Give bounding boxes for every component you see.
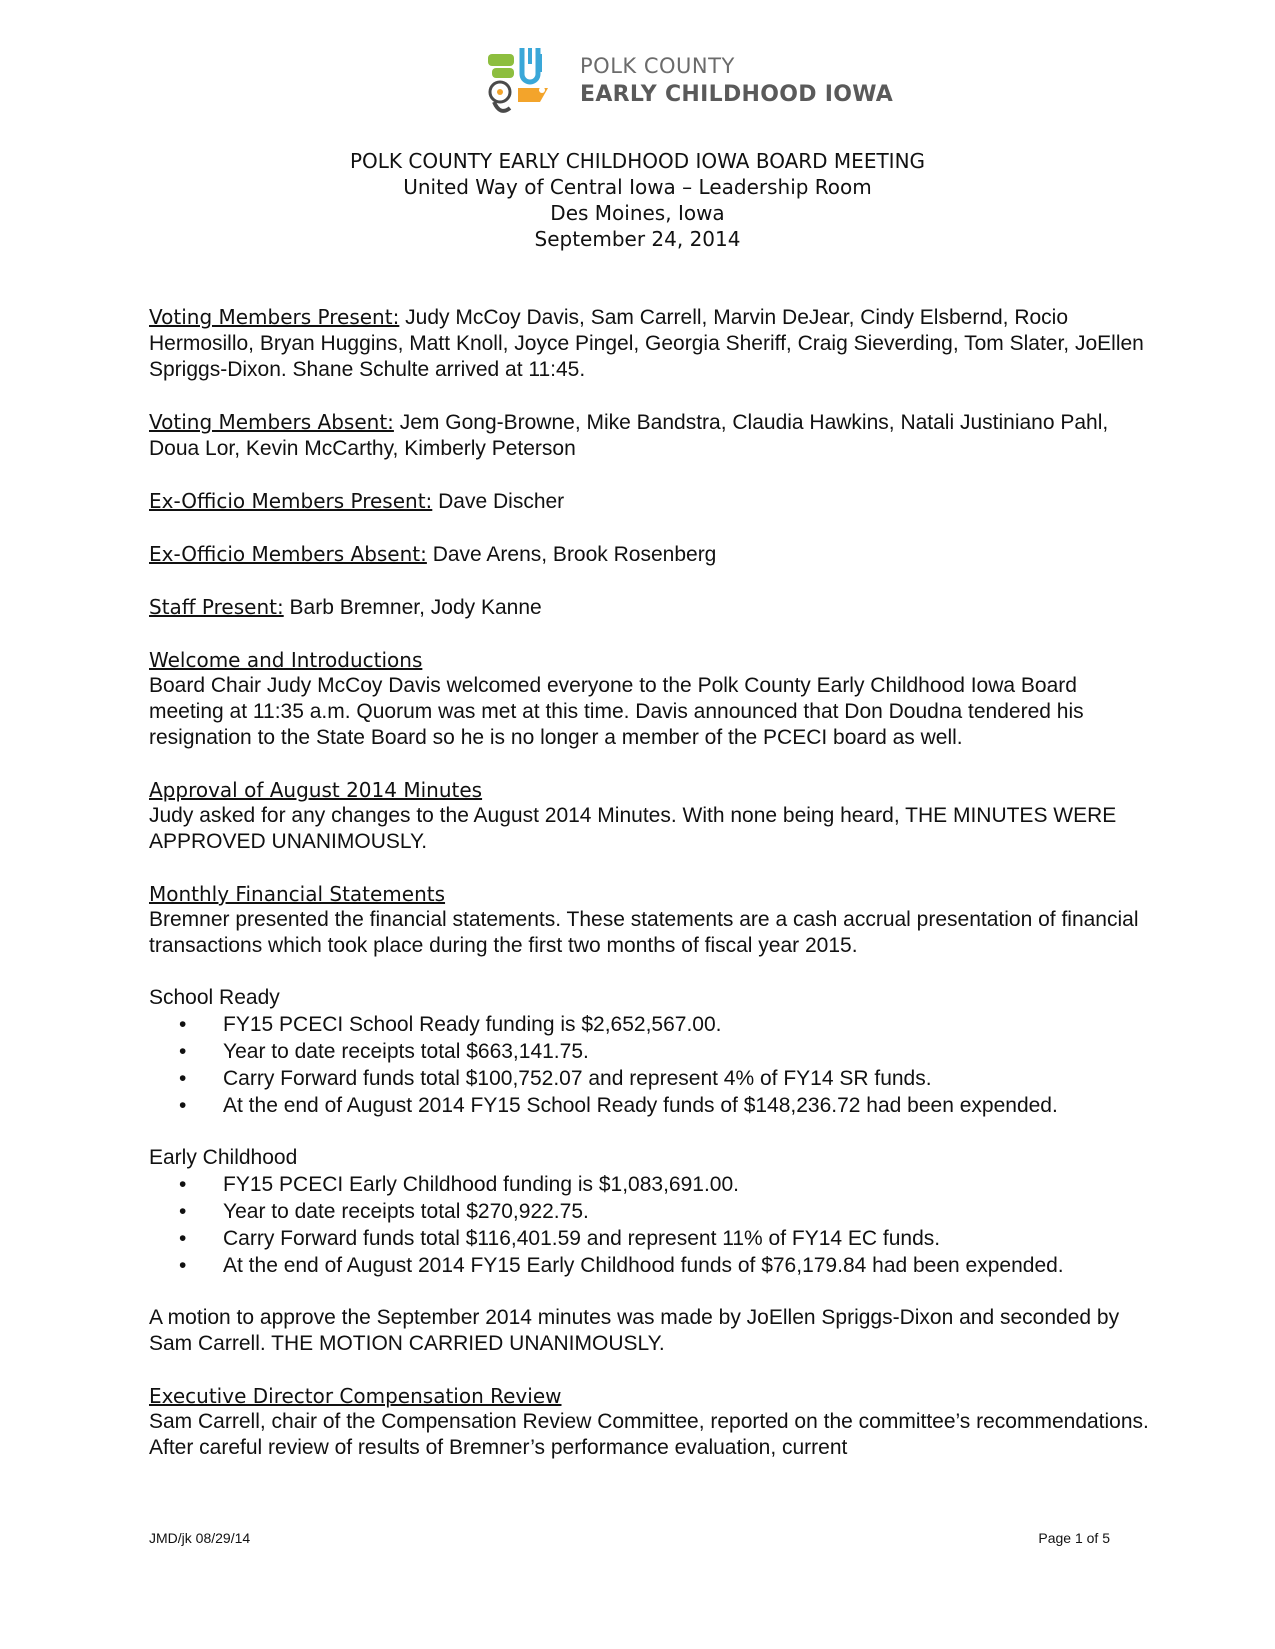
list-item: • Carry Forward funds total $100,752.07 and represent 4% of FY14 SR funds. xyxy=(179,1067,932,1090)
meeting-city: Des Moines, Iowa xyxy=(550,201,725,225)
early-childhood-title: Early Childhood xyxy=(149,1146,298,1169)
voting-absent-paragraph xyxy=(149,409,1149,462)
bullet-icon: • xyxy=(179,1067,187,1090)
financial-text: Bremner presented the financial statements. These statements are a cash accrual presentation of financial transactions which took place during the first two months of fiscal year 2015. xyxy=(149,908,1139,957)
list-item: • Carry Forward funds total $116,401.59 and represent 11% of FY14 EC funds. xyxy=(179,1227,941,1250)
footer-initials-date: JMD/jk 08/29/14 xyxy=(149,1530,251,1546)
list-item: • At the end of August 2014 FY15 School Ready funds of $148,236.72 had been expended. xyxy=(179,1094,1058,1117)
exofficio-present-label: Ex-Officio Members Present: xyxy=(149,489,433,513)
welcome-heading: Welcome and Introductions xyxy=(149,648,423,672)
bullet-icon: • xyxy=(179,1013,187,1036)
exofficio-absent-names: Dave Arens, Brook Rosenberg xyxy=(426,543,717,566)
voting-present-names: Judy McCoy Davis, Sam Carrell, Marvin DeJear, Cindy Elsbernd, Rocio Hermosillo, Bryan Huggins, Matt Knoll, Joyce Pingel, Georgia Sheriff, Craig Sieverding, Tom Slater, JoEllen Spriggs-Dixon. Shane Schulte arrived at 11:45. xyxy=(149,306,1144,381)
financial-section xyxy=(149,881,1149,959)
bullet-icon: • xyxy=(179,1040,187,1063)
list-item: • Year to date receipts total $270,922.75. xyxy=(179,1200,589,1223)
list-item: • Year to date receipts total $663,141.75. xyxy=(179,1040,589,1063)
voting-present-label: Voting Members Present: xyxy=(149,305,400,329)
financial-heading: Monthly Financial Statements xyxy=(149,882,446,906)
bullet-icon: • xyxy=(179,1227,187,1250)
exofficio-present-paragraph xyxy=(149,488,1149,515)
early-childhood-list xyxy=(149,1171,1149,1279)
list-item: • FY15 PCECI Early Childhood funding is $1,083,691.00. xyxy=(179,1173,739,1196)
exofficio-absent-label: Ex-Officio Members Absent: xyxy=(149,542,427,566)
compensation-heading: Executive Director Compensation Review xyxy=(149,1384,562,1408)
exofficio-present-names: Dave Discher xyxy=(432,490,565,513)
bullet-icon: • xyxy=(179,1200,187,1223)
approval-section xyxy=(149,777,1149,855)
staff-present-paragraph xyxy=(149,594,1149,621)
welcome-text: Board Chair Judy McCoy Davis welcomed everyone to the Polk County Early Childhood Iowa Board meeting at 11:35 a.m. Quorum was met at this time. Davis announced that Don Doudna tendered his resignation to the State Board so he is no longer a member of the PCECI board as well. xyxy=(149,674,1084,749)
list-item: • At the end of August 2014 FY15 Early Childhood funds of $76,179.84 had been expended. xyxy=(179,1254,1064,1277)
staff-present-label: Staff Present: xyxy=(149,595,284,619)
voting-absent-label: Voting Members Absent: xyxy=(149,410,394,434)
compensation-section xyxy=(149,1383,1149,1461)
meeting-date: September 24, 2014 xyxy=(534,227,741,251)
meeting-title: POLK COUNTY EARLY CHILDHOOD IOWA BOARD MEETING xyxy=(349,149,926,173)
list-item: • FY15 PCECI School Ready funding is $2,652,567.00. xyxy=(179,1013,722,1036)
logo-text-line2: EARLY CHILDHOOD IOWA xyxy=(580,82,894,107)
approval-heading: Approval of August 2014 Minutes xyxy=(149,778,483,802)
bullet-icon: • xyxy=(179,1173,187,1196)
meeting-location: United Way of Central Iowa – Leadership Room xyxy=(403,175,872,199)
voting-present-paragraph xyxy=(149,304,1149,383)
minutes-body xyxy=(149,304,1149,1487)
welcome-section xyxy=(149,647,1149,751)
meeting-header xyxy=(0,148,1275,252)
staff-present-names: Barb Bremner, Jody Kanne xyxy=(283,596,542,619)
logo-hands-icon xyxy=(486,44,570,116)
exofficio-absent-paragraph xyxy=(149,541,1149,568)
compensation-text: Sam Carrell, chair of the Compensation Review Committee, reported on the committee’s recommendations. After careful review of results of Bremner’s performance evaluation, current xyxy=(149,1410,1149,1459)
footer-page-number: Page 1 of 5 xyxy=(1038,1530,1110,1546)
organization-logo xyxy=(486,44,894,116)
bullet-icon: • xyxy=(179,1094,187,1117)
logo-text-line1: POLK COUNTY xyxy=(580,54,735,78)
bullet-icon: • xyxy=(179,1254,187,1277)
approval-text: Judy asked for any changes to the August 2014 Minutes. With none being heard, THE MINUTES WERE APPROVED UNANIMOUSLY. xyxy=(149,804,1117,853)
voting-absent-names: Jem Gong-Browne, Mike Bandstra, Claudia Hawkins, Natali Justiniano Pahl, Doua Lor, Kevin McCarthy, Kimberly Peterson xyxy=(149,411,1109,460)
school-ready-title: School Ready xyxy=(149,986,280,1009)
school-ready-list xyxy=(149,1011,1149,1119)
motion-paragraph: A motion to approve the September 2014 minutes was made by JoEllen Spriggs-Dixon and seconded by Sam Carrell. THE MOTION CARRIED UNANIMOUSLY. xyxy=(149,1306,1120,1355)
